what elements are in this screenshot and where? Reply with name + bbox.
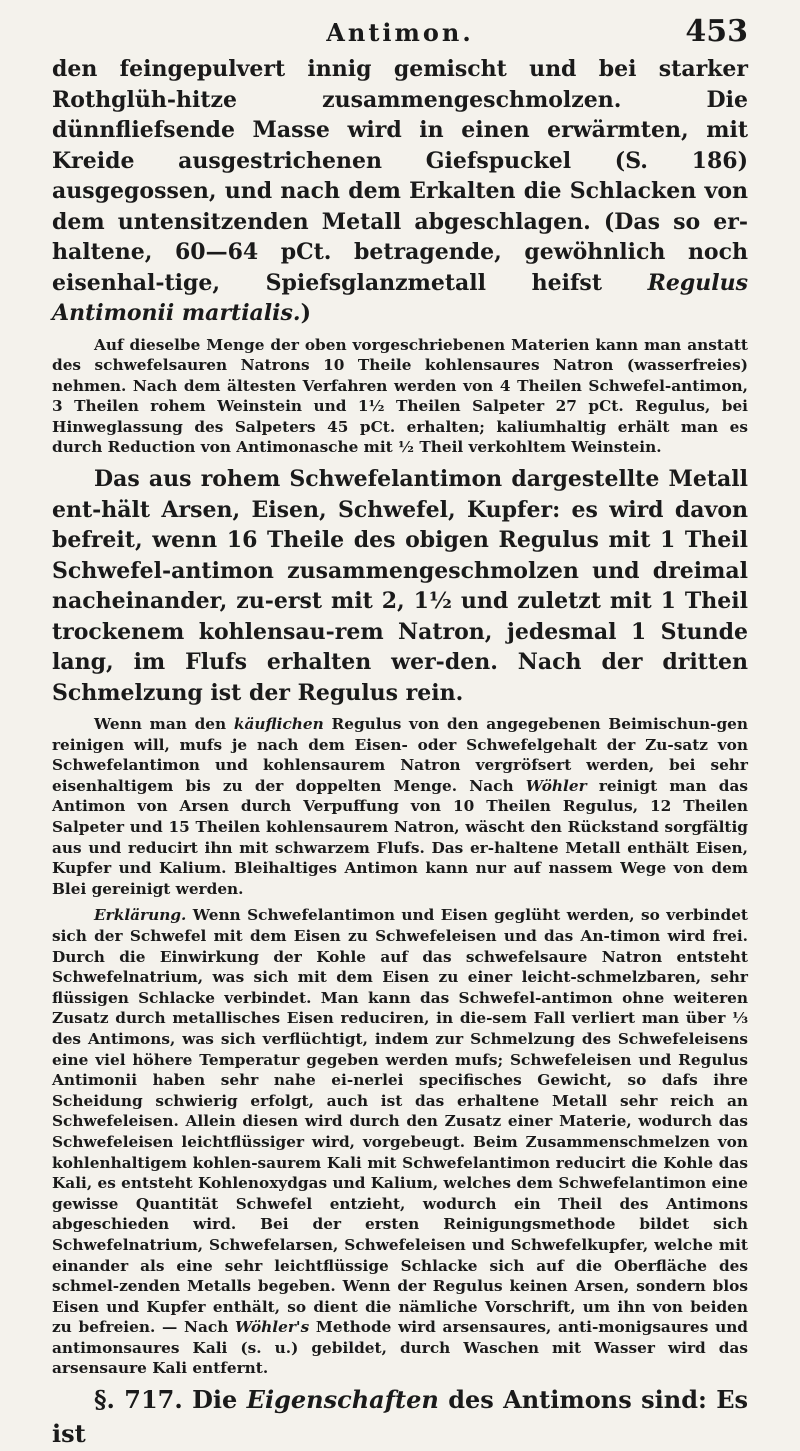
text-run: des Antimons sind: Es ist (52, 1385, 748, 1449)
text-run: Auf dieselbe Menge der oben vorgeschriebenen Materien kann man anstatt des schwefelsauren Natrons 10 Theile kohlensaures Natron (wasserfreies) nehmen. Nach dem ältesten Verfahren werden von 4 Theilen Schwefel-antimon, 3 Theilen rohem Weinstein und 1½ Theilen Salpeter 27 pCt. Regulus, bei Hinweglassung des Salpeters 45 pCt. erhalten; kaliumhaltig erhält man es durch Reduction von Antimonasche mit ½ Theil verkohltem Weinstein. (52, 335, 748, 457)
text-run: den feingepulvert innig gemischt und bei starker Rothglüh-hitze zusammengeschmolzen. Die dünnfliefsende Masse wird in einen erwärmten, mit Kreide ausgestrichenen Giefspuckel (S. 186) ausgegossen, und nach dem Erkalten die Schlacken von dem untensitzenden Metall abgeschlagen. (Das so er-haltene, 60—64 pCt. betragende, gewöhnlich noch eisenhal-tige, Spiefsglanzmetall heifst (52, 56, 748, 296)
paragraph-2 (52, 335, 748, 459)
page-header (52, 10, 748, 54)
paragraph-5 (52, 905, 748, 1379)
text-run: Das aus rohem Schwefelantimon dargestellte Metall ent-hält Arsen, Eisen, Schwefel, Kupfer: es wird davon befreit, wenn 16 Theile des obigen Regulus mit 1 Theil Schwefel-antimon zusammengeschmolzen und dreimal nacheinander, zu-erst mit 2, 1½ und zuletzt mit 1 Theil trockenem kohlensau-rem Natron, jedesmal 1 Stunde lang, im Flufs erhalten wer-den. Nach der dritten Schmelzung ist der Regulus rein. (52, 466, 748, 706)
section-heading-717 (52, 1383, 748, 1451)
paragraph-4 (52, 714, 748, 899)
text-run: §. 717. Die (94, 1385, 247, 1415)
italic-run: Regulus Antimonii martialis. (52, 269, 748, 326)
italic-run: Wöhler's (235, 1318, 310, 1337)
italic-run: Wöhler (525, 776, 587, 795)
italic-run: Erklärung. (94, 906, 187, 925)
text-run: Wenn man den (94, 715, 234, 734)
paragraph-1 (52, 54, 748, 329)
text-run: ) (300, 300, 311, 326)
italic-run: käuflichen (233, 715, 324, 734)
text-run: Wenn Schwefelantimon und Eisen geglüht werden, so verbindet sich der Schwefel mit dem Eisen zu Schwefeleisen und das An-timon wird frei. Durch die Einwirkung der Kohle auf das schwefelsaure Natron entsteht Schwefelnatrium, was sich mit dem Eisen zu einer leicht-schmelzbaren, sehr flüssigen Schlacke verbindet. Man kann das Schwefel-antimon ohne weiteren Zusatz durch metallisches Eisen reduciren, in die-sem Fall verliert man über ⅓ des Antimons, was sich verflüchtigt, indem zur Schmelzung des Schwefeleisens eine viel höhere Temperatur gegeben werden mufs; Schwefeleisen und Regulus Antimonii haben sehr nahe ei-nerlei specifisches Gewicht, so dafs ihre Scheidung schwierig erfolgt, auch ist das erhaltene Metall sehr reich an Schwefeleisen. Allein diesen wird durch den Zusatz einer Materie, wodurch das Schwefeleisen leichtflüssiger wird, vorgebeugt. Beim Zusammenschmelzen von kohlenhaltigem kohlen-saurem Kali mit Schwefelantimon reducirt die Kohle das Kali, es entsteht Kohlenoxydgas und Kalium, welches dem Schwefelantimon eine gewisse Quantität Schwefel entzieht, wodurch ein Theil des Antimons abgeschieden wird. Bei der ersten Reinigungsmethode bildet sich Schwefelnatrium, Schwefelarsen, Schwefeleisen und Schwefelkupfer, welche mit einander als eine sehr leichtflüssige Schlacke sich auf die Oberfläche des schmel-zenden Metalls begeben. Wenn der Regulus keinen Arsen, sondern blos Eisen und Kupfer enthält, so dient die nämliche Vorschrift, um ihn von beiden zu befreien. — Nach (52, 906, 748, 1337)
page-number: 453 (685, 14, 748, 49)
italic-run: Eigenschaften (246, 1385, 439, 1415)
text-run: reinigt man das Antimon von Arsen durch Verpuffung von 10 Theilen Regulus, 12 Theilen Salpeter und 15 Theilen kohlensaurem Natron, wäscht den Rückstand sorgfältig aus und reducirt ihn mit schwarzem Flufs. Das er-haltene Metall enthält Eisen, Kupfer und Kalium. Bleihaltiges Antimon kann nur auf nassem Wege von dem Blei gereinigt werden. (52, 776, 748, 898)
text-run: Regulus von den angegebenen Beimischun-gen reinigen will, mufs je nach dem Eisen- oder Schwefelgehalt der Zu-satz von Schwefelantimon und kohlensaurem Natron vergröfsert werden, bei sehr eisenhaltigem bis zu der doppelten Menge. Nach (52, 715, 748, 795)
text-run: Methode wird arsensaures, anti-monigsaures und antimonsaures Kali (s. u.) gebildet, durch Waschen mit Wasser wird das arsensaure Kali entfernt. (52, 1318, 749, 1378)
paragraph-3 (52, 464, 748, 708)
running-title: Antimon. (326, 18, 474, 47)
